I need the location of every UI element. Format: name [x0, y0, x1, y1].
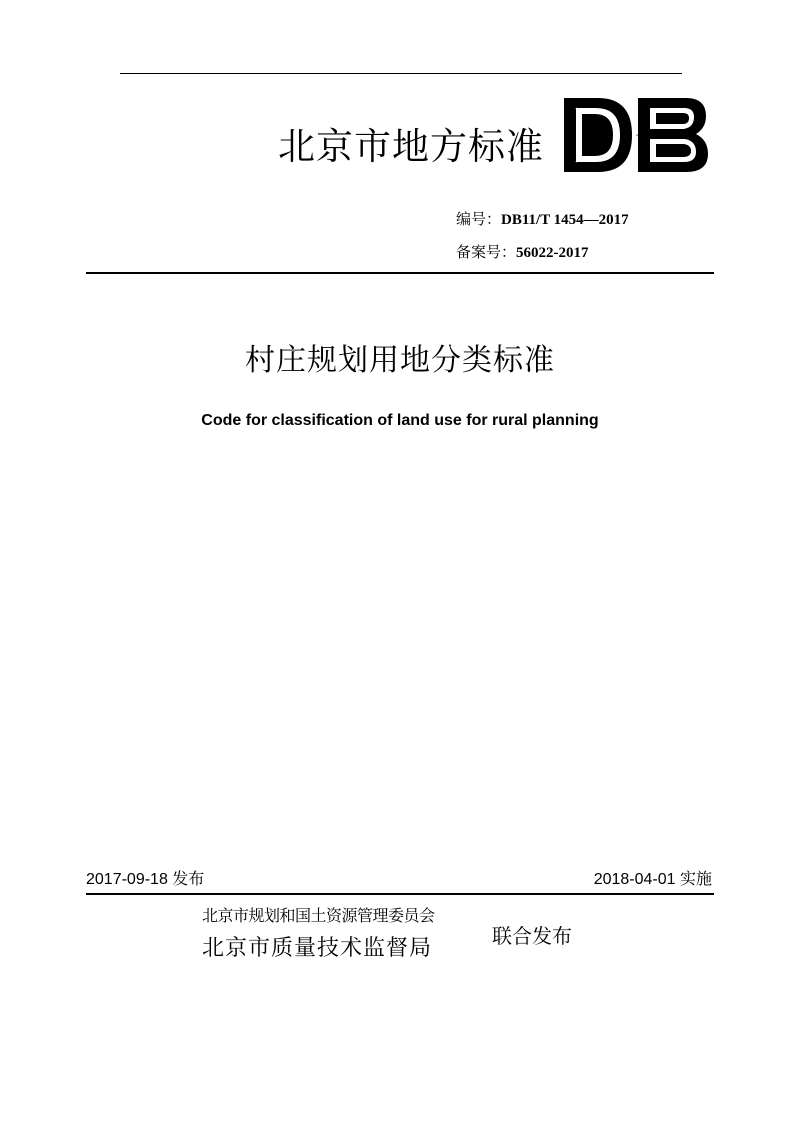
standard-number-label: 编号： [456, 210, 502, 228]
record-number [456, 245, 589, 261]
effective-date: 2018-04-01 实施 [593, 871, 712, 888]
footer-rule [86, 893, 714, 895]
record-number-value: 56022-2017 [516, 245, 589, 261]
document-subtitle: Code for classification of land use for rural planning [201, 412, 599, 429]
release-date: 2017-09-18 发布 [86, 871, 205, 888]
header-rule [86, 272, 714, 274]
joint-release-label: 联合发布 [492, 924, 572, 948]
standard-category-title: 北京市地方标准 [278, 125, 544, 168]
standard-number-value: DB11/T 1454—2017 [501, 212, 629, 228]
top-rule [120, 73, 682, 74]
db-logo [562, 96, 710, 174]
record-number-label: 备案号： [456, 243, 517, 261]
issuer-planning-commission: 北京市规划和国土资源管理委员会 [202, 906, 435, 925]
db-logo-text: DB [636, 135, 639, 137]
issuer-quality-bureau: 北京市质量技术监督局 [202, 936, 433, 961]
standard-number [456, 212, 629, 228]
document-title: 村庄规划用地分类标准 [245, 343, 555, 378]
